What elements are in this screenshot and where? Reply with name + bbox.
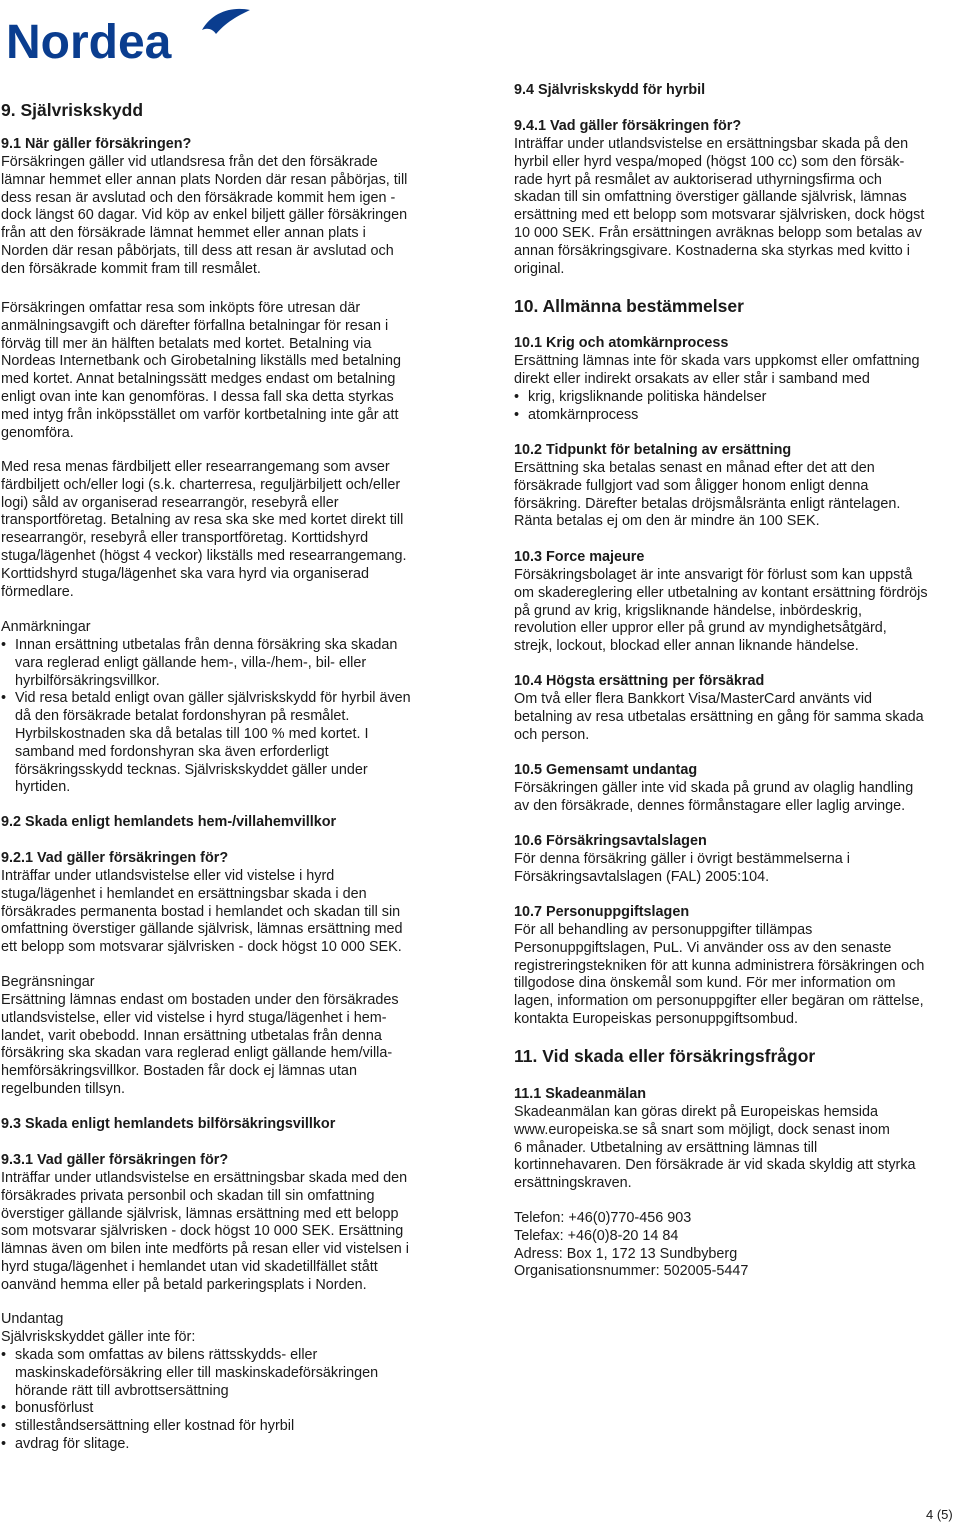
section-9-1-paragraph-3: Med resa menas färdbiljett eller researrangemang som avser färdbiljett och/eller logi (s.k. charterresa, reguljärbiljett och/eller logi) såld av organiserad researrangör, resebyrå eller transportföretag. Betalning av resa ska ske med kortet direkt till researrangör, resebyrå eller transportföretag. Korttidshyrd stuga/lägenhet (högst 4 veckor) likställs med researrangemang. Korttidshyrd stuga/lägenhet ska vara hyrd via organiserad förmedlare. — [1, 459, 407, 600]
list-item: • krig, krigsliknande politiska händelser — [514, 389, 766, 407]
nordea-logo — [6, 4, 256, 60]
list-item: • avdrag för slitage. — [1, 1436, 378, 1454]
section-9-4-heading: 9.4 Självriskskydd för hyrbil — [514, 82, 706, 98]
list-item: • Vid resa betald enligt ovan gäller självriskskydd för hyrbil även då den försäkrade betalat fordonshyran på resmålet. Hyrbilskostnaden ska då betalas till 100 % med kortet. I samband med fordonshyran ska även erforderligt försäkringsskydd tecknas. Självriskskyddet gäller under hyrtiden. — [1, 690, 411, 797]
section-10-title: 10. Allmänna bestämmelser — [514, 296, 744, 316]
list-item: • Innan ersättning utbetalas från denna försäkring ska skadan vara reglerad enligt gällande hem-, villa-/hem-, bil- eller hyrbilförsäkringsvillkor. — [1, 637, 411, 690]
exceptions-intro: Självriskskyddet gäller inte för: — [1, 1329, 196, 1345]
list-item: • stilleståndsersättning eller kostnad för hyrbil — [1, 1418, 378, 1436]
section-9-2-1-heading: 9.2.1 Vad gäller försäkringen för? — [1, 850, 229, 866]
section-9-1-heading: 9.1 När gäller försäkringen? — [1, 136, 192, 152]
contact-org-number: Organisationsnummer: 502005-5447 — [514, 1263, 749, 1280]
logo-text: Nordea — [6, 16, 172, 60]
section-9-1-paragraph-2: Försäkringen omfattar resa som inköpts före utresan där anmälningsavgift och därefter förfallna betalningar för resan i förväg till mer än hälften betalats med kortet. Betalning via Nordeas Internetbank och Girobetalning likställs med betalning med kortet. Annat betalningssätt medges endast om betalning enligt ovan inte kan genomföras. I dessa fall ska detta styrkas med intyg från inköpsstället om varför kortbetalning inte går att genomföra. — [1, 300, 401, 441]
section-10-5-paragraph: Försäkringen gäller inte vid skada på grund av olaglig handling av den försäkrade, dennes förmånstagare eller laglig arvinge. — [514, 780, 914, 814]
section-10-3-heading: 10.3 Force majeure — [514, 549, 645, 565]
section-10-2-paragraph: Ersättning ska betalas senast en månad efter det att den försäkrade fullgjort vad som åligger honom enligt denna försäkring. Därefter betalas dröjsmålsränta enligt räntelagen. Ränta betalas ej om den är mindre än 100 SEK. — [514, 460, 901, 530]
section-11-1-paragraph: Skadeanmälan kan göras direkt på Europeiskas hemsida www.europeiska.se så snart som möjligt, dock senast inom 6 månader. Utbetalning av ersättning lämnas till kortinnehavaren. Den försäkrade är vid skada skyldig att styrka ersättningskraven. — [514, 1104, 916, 1192]
nordea-logo-mark — [6, 4, 256, 60]
exceptions-heading: Undantag — [1, 1311, 64, 1327]
section-9-3-1-paragraph: Inträffar under utlandsvistelse en ersättningsbar skada med den försäkrades privata personbil och skadan till sin omfattning överstiger gällande självrisk, lämnas ersättning med ett belopp som motsvarar självrisken - dock högst 10 000 SEK. Ersättning lämnas även om bilen inte medförts på resan eller vid vistelsen i hyrd stuga/lägenhet i hemlandet utan vid skadetillfället stått oanvänd hemma eller på betald parkeringsplats i Norden. — [1, 1170, 409, 1293]
contact-phone: Telefon: +46(0)770-456 903 — [514, 1210, 692, 1226]
list-item: • bonusförlust — [1, 1400, 378, 1418]
section-10-4-paragraph: Om två eller flera Bankkort Visa/MasterCard använts vid betalning av resa utbetalas ersättning en gång för samma skada och person. — [514, 691, 924, 743]
contact-details — [514, 1210, 748, 1281]
section-9-title: 9. Självriskskydd — [1, 100, 144, 120]
section-10-5-heading: 10.5 Gemensamt undantag — [514, 762, 698, 778]
list-item: • skada som omfattas av bilens rättsskydds- eller maskinskadeförsäkring eller till maskinskadeförsäkringen hörande rätt till avbrottsersättning — [1, 1347, 378, 1400]
limitations-paragraph: Ersättning lämnas endast om bostaden under den försäkrades utlandsvistelse, eller vid vistelse i hyrd stuga/lägenhet i hem- landet, varit obebodd. Innan ersättning utbetalas från denna försäkring ska skadan vara reglerad enligt gällande hem/villa- hemförsäkringsvillkor. Bostaden får dock ej lämnas utan regelbunden tillsyn. — [1, 992, 399, 1097]
section-9-1-paragraph-1: Försäkringen gäller vid utlandsresa från det den försäkrade lämnar hemmet eller annan plats Norden där resan påbörjas, till dess resan är avslutad och den försäkrade kommit hem igen - dock längst 60 dagar. Vid köp av enkel biljett gäller försäkringen från att den försäkrade lämnat hemmet eller annan plats i Norden där resan påbörjats, till dess att resan är avslutad och den försäkrade kommit fram till resmålet. — [1, 154, 408, 277]
section-10-3-paragraph: Försäkringsbolaget är inte ansvarigt för förlust som kan uppstå om skadereglering eller utbetalning av kontant ersättning fördröjs på grund av krig, krigsliknande händelse, inbördeskrig, revolution eller uppror eller på grund av myndighetsåtgärd, strejk, lockout, blockad eller annan liknande händelse. — [514, 567, 928, 655]
remarks-heading: Anmärkningar — [1, 619, 91, 635]
contact-fax: Telefax: +46(0)8-20 14 84 — [514, 1227, 679, 1244]
section-10-1-list — [514, 389, 766, 425]
section-9-3-heading: 9.3 Skada enligt hemlandets bilförsäkringsvillkor — [1, 1116, 336, 1132]
section-9-4-1-heading: 9.4.1 Vad gäller försäkringen för? — [514, 118, 742, 134]
limitations-heading: Begränsningar — [1, 974, 95, 990]
remarks-list — [1, 637, 411, 797]
section-9-2-1-paragraph: Inträffar under utlandsvistelse eller vid vistelse i hyrd stuga/lägenhet i hemlandet en ersättningsbar skada i den försäkrades permanenta bostad i hemlandet och skadan till sin omfattning överstiger gällande självrisk, lämnas ersättning med ett belopp som motsvarar självrisken - dock högst 10 000 SEK. — [1, 868, 403, 956]
section-9-4-1-paragraph: Inträffar under utlandsvistelse en ersättningsbar skada på den hyrbil eller hyrd vespa/moped (högst 100 cc) som den försäk- rade hyrt på resmålet av auktoriserad uthyrningsfirma och skadan till sin omfattning överstiger gällande självrisk, lämnas ersättning med ett belopp som motsvarar självrisken, dock högst 10 000 SEK. Från ersättningen avräknas belopp som betalas av annan försäkringsgivare. Kostnaderna ska styrkas med kvitto i original. — [514, 136, 925, 277]
section-10-7-paragraph: För all behandling av personuppgifter tillämpas Personuppgiftslagen, PuL. Vi använder oss av den senaste registreringstekniken för att kunna administrera försäkringen och tillgodose dina önskemål som kund. För mer information om lagen, information om personuppgifter eller begäran om rättelse, kontakta Europeiskas personuppgiftsombud. — [514, 922, 925, 1027]
section-9-2-heading: 9.2 Skada enligt hemlandets hem-/villahemvillkor — [1, 814, 337, 830]
section-9-3-1-heading: 9.3.1 Vad gäller försäkringen för? — [1, 1152, 229, 1168]
section-10-6-paragraph: För denna försäkring gäller i övrigt bestämmelserna i Försäkringsavtalslagen (FAL) 2005:104. — [514, 851, 850, 885]
section-11-title: 11. Vid skada eller försäkringsfrågor — [514, 1046, 816, 1066]
section-11-1-heading: 11.1 Skadeanmälan — [514, 1086, 646, 1102]
section-10-2-heading: 10.2 Tidpunkt för betalning av ersättning — [514, 442, 792, 458]
page-number: 4 (5) — [926, 1507, 953, 1522]
section-10-7-heading: 10.7 Personuppgiftslagen — [514, 904, 690, 920]
contact-address: Adress: Box 1, 172 13 Sundbyberg — [514, 1245, 738, 1262]
section-10-6-heading: 10.6 Försäkringsavtalslagen — [514, 833, 707, 849]
section-10-1-heading: 10.1 Krig och atomkärnprocess — [514, 335, 729, 351]
exceptions-list — [1, 1347, 378, 1454]
section-10-1-paragraph: Ersättning lämnas inte för skada vars uppkomst eller omfattning direkt eller indirekt orsakats av eller står i samband med — [514, 353, 920, 387]
list-item: • atomkärnprocess — [514, 407, 766, 425]
section-10-4-heading: 10.4 Högsta ersättning per försäkrad — [514, 673, 765, 689]
